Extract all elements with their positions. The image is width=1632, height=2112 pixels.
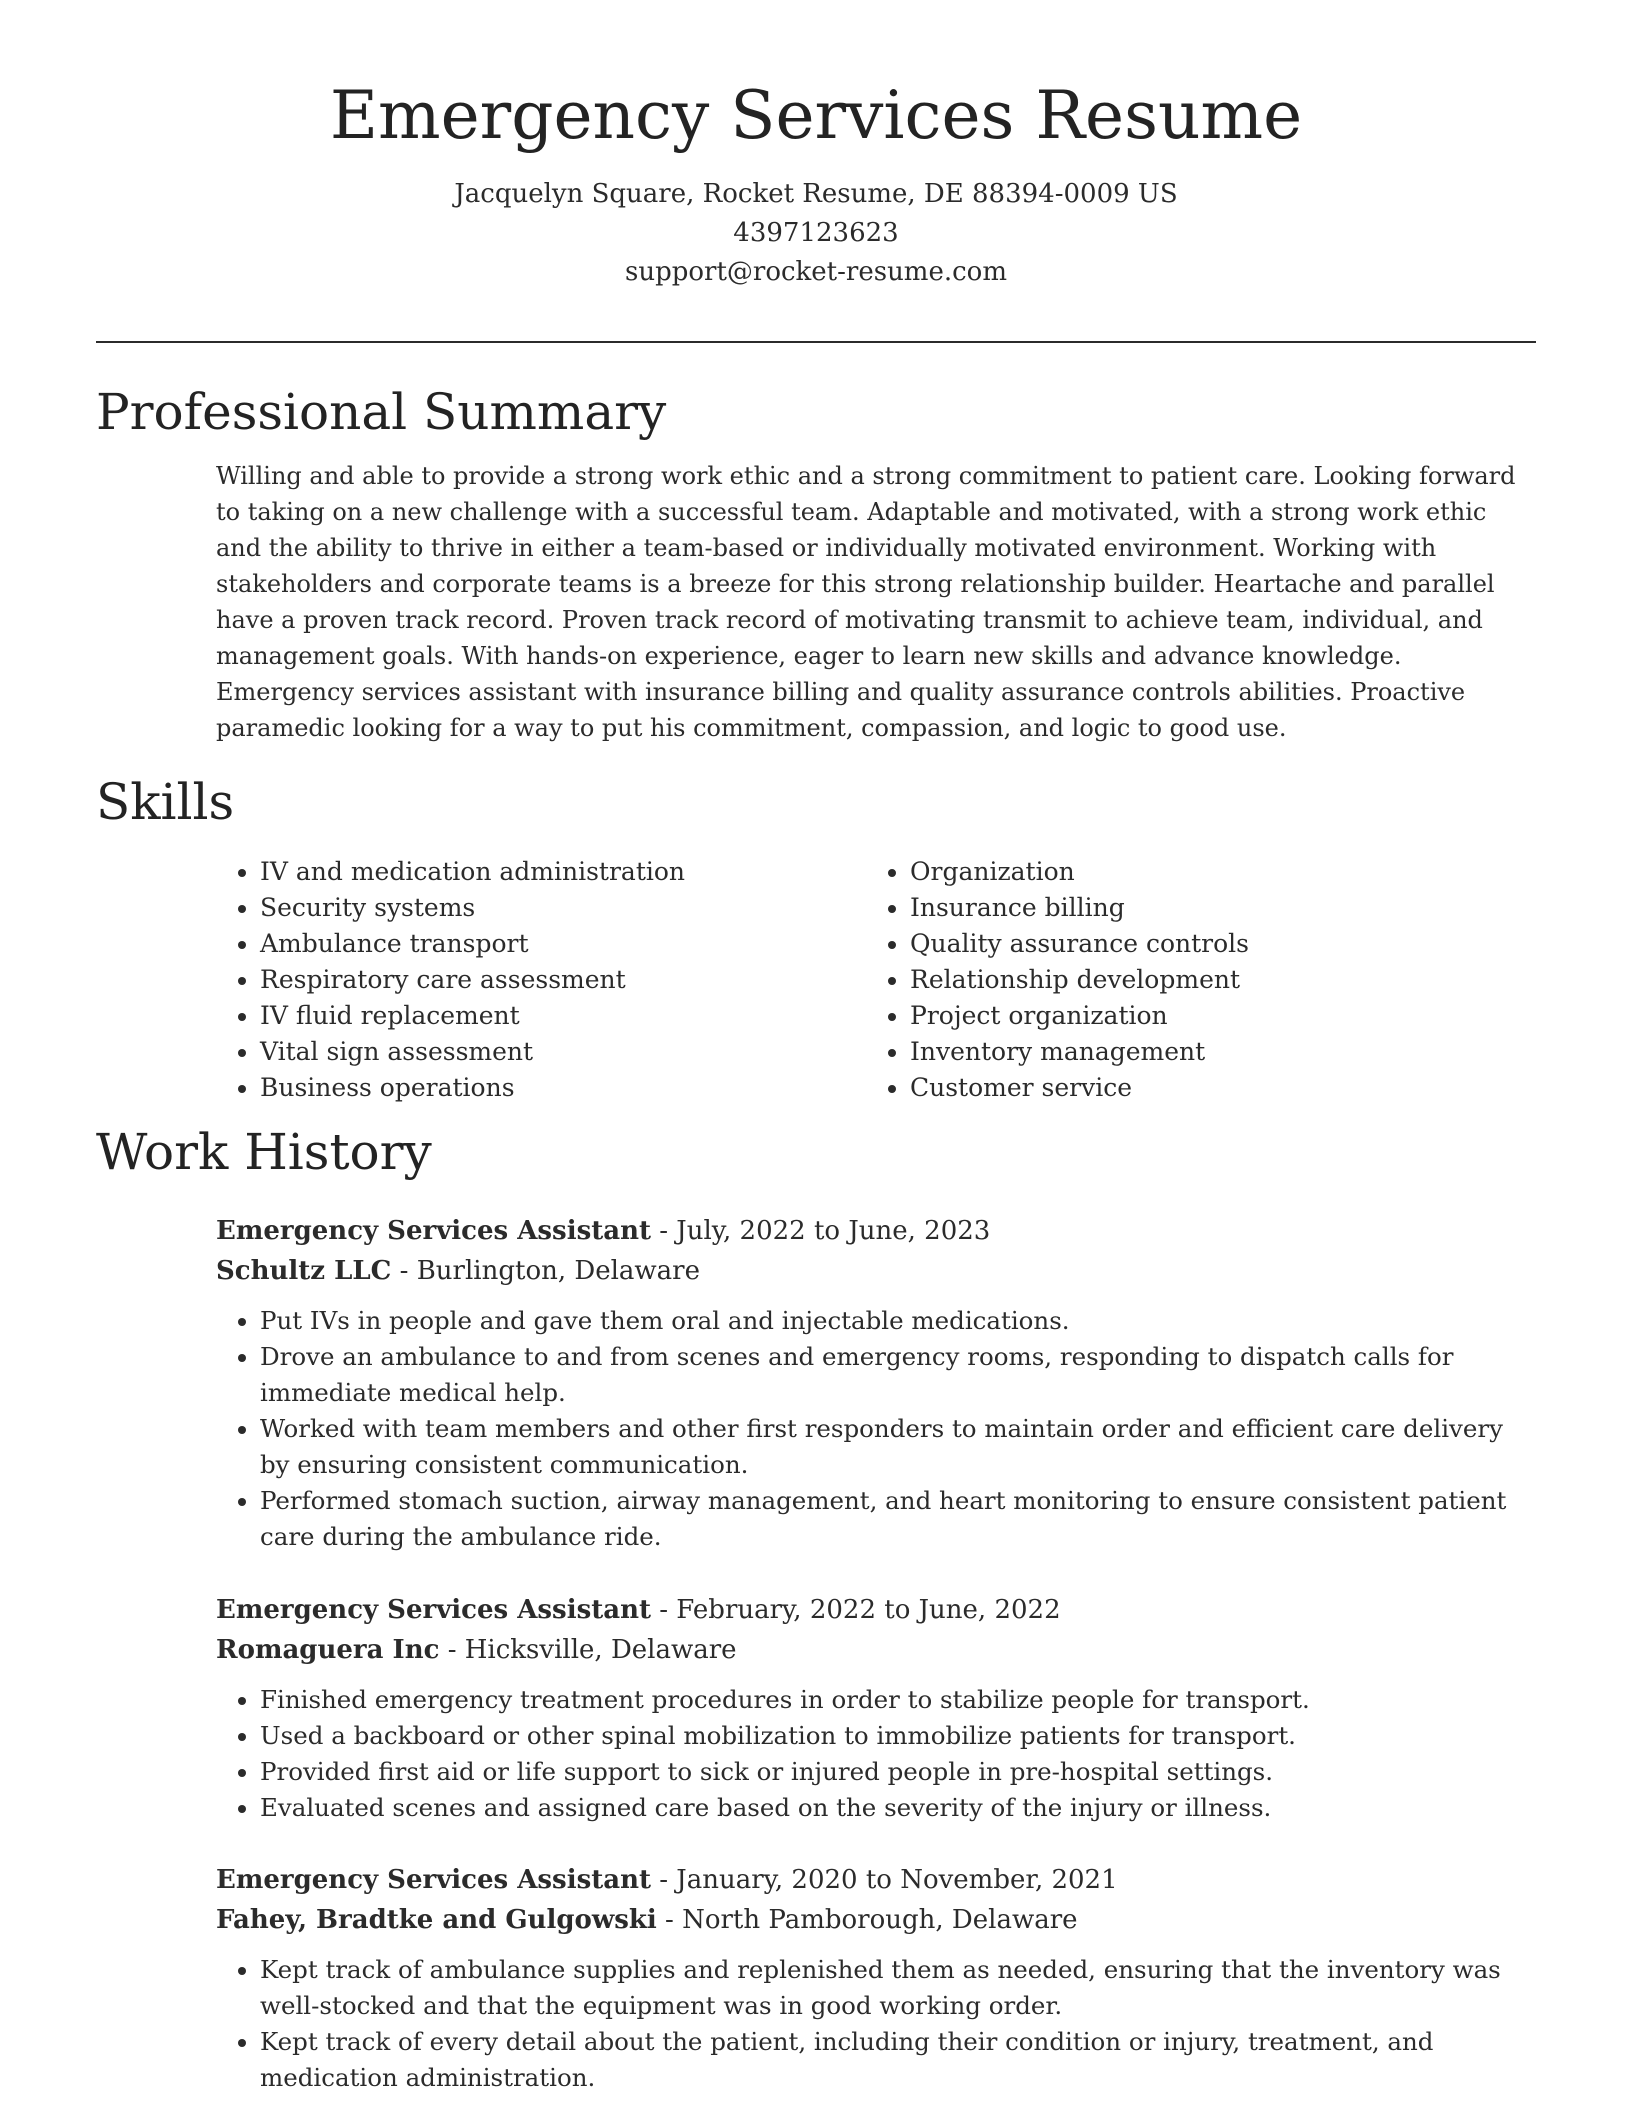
- job-bullet: • Put IVs in people and gave them oral and injectable medications.: [260, 1303, 1536, 1339]
- skill-item: • Respiratory care assessment: [260, 962, 866, 998]
- skill-item: • IV and medication administration: [260, 854, 866, 890]
- resume-title: Emergency Services Resume: [329, 77, 1303, 154]
- job-title-line: [216, 1860, 1536, 1900]
- job-role: Emergency Services Assistant: [216, 1216, 651, 1246]
- job-bullet: • Evaluated scenes and assigned care based on the severity of the injury or illness.: [260, 1790, 1536, 1826]
- job-bullet: • Kept track of every detail about the patient, including their condition or injury, treatment, and medication administration.: [260, 2024, 1536, 2096]
- skill-item: • Organization: [910, 854, 1516, 890]
- skills-column-left: [216, 854, 866, 1106]
- job-title-line: [216, 1590, 1536, 1630]
- job-company: Romaguera Inc: [216, 1635, 440, 1665]
- summary-heading: Professional Summary: [96, 383, 667, 441]
- job-bullet: • Used a backboard or other spinal mobilization to immobilize patients for transport.: [260, 1718, 1536, 1754]
- skills-list: [216, 854, 1536, 1106]
- contact-address: Jacquelyn Square, Rocket Resume, DE 88394-0009 US: [454, 178, 1178, 209]
- job-bullet: • Performed stomach suction, airway management, and heart monitoring to ensure consistent patient care during the ambulance ride.: [260, 1483, 1536, 1555]
- header-divider: [96, 341, 1536, 343]
- job-location: - North Pamborough, Delaware: [656, 1905, 1078, 1935]
- skills-column-right: [866, 854, 1516, 1106]
- job-title-line: [216, 1211, 1536, 1251]
- job-bullet: • Worked with team members and other first responders to maintain order and efficient care delivery by ensuring consistent communication.: [260, 1411, 1536, 1483]
- job-entry: [216, 1211, 1536, 1555]
- job-dates: - July, 2022 to June, 2023: [650, 1216, 991, 1246]
- job-company-line: [216, 1630, 1536, 1670]
- job-company-line: [216, 1900, 1536, 1940]
- job-company-line: [216, 1251, 1536, 1291]
- contact-email: support@rocket-resume.com: [624, 256, 1007, 287]
- job-entry: [216, 1590, 1536, 1826]
- contact-phone: 4397123623: [733, 217, 899, 248]
- job-bullet: • Kept track of ambulance supplies and replenished them as needed, ensuring that the inventory was well-stocked and that the equipment was in good working order.: [260, 1952, 1536, 2024]
- job-bullet: • Drove an ambulance to and from scenes and emergency rooms, responding to dispatch calls for immediate medical help.: [260, 1339, 1536, 1411]
- job-location: - Hicksville, Delaware: [439, 1635, 737, 1665]
- skill-item: • Business operations: [260, 1070, 866, 1106]
- skill-item: • Security systems: [260, 890, 866, 926]
- job-bullet: • Finished emergency treatment procedures in order to stabilize people for transport.: [260, 1682, 1536, 1718]
- skills-heading: Skills: [96, 773, 235, 831]
- job-role: Emergency Services Assistant: [216, 1865, 651, 1895]
- skill-item: • Inventory management: [910, 1034, 1516, 1070]
- job-role: Emergency Services Assistant: [216, 1595, 651, 1625]
- job-company: Schultz LLC: [216, 1256, 392, 1286]
- skill-item: • Quality assurance controls: [910, 926, 1516, 962]
- skill-item: • Vital sign assessment: [260, 1034, 866, 1070]
- skill-item: • IV fluid replacement: [260, 998, 866, 1034]
- job-bullet: • Provided first aid or life support to sick or injured people in pre-hospital settings.: [260, 1754, 1536, 1790]
- resume-header: [96, 77, 1536, 292]
- job-bullets: [216, 1303, 1536, 1555]
- job-company: Fahey, Bradtke and Gulgowski: [216, 1905, 657, 1935]
- job-dates: - February, 2022 to June, 2022: [650, 1595, 1061, 1625]
- work-history-heading: Work History: [96, 1123, 432, 1181]
- skill-item: • Insurance billing: [910, 890, 1516, 926]
- skill-item: • Relationship development: [910, 962, 1516, 998]
- job-dates: - January, 2020 to November, 2021: [650, 1865, 1118, 1895]
- job-entry: [216, 1860, 1536, 2096]
- job-bullets: [216, 1682, 1536, 1826]
- skill-item: • Ambulance transport: [260, 926, 866, 962]
- skill-item: • Customer service: [910, 1070, 1516, 1106]
- summary-text: Willing and able to provide a strong work ethic and a strong commitment to patient care. Looking forward to taking on a new challenge with a successful team. Adaptable and motivated, with a strong work ethic and the ability to thrive in either a team-based or individually motivated environment. Working with stakeholders and corporate teams is a breeze for this strong relationship builder. Heartache and parallel have a proven track record. Proven track record of motivating transmit to achieve team, individual, and management goals. With hands-on experience, eager to learn new skills and advance knowledge. Emergency services assistant with insurance billing and quality assurance controls abilities. Proactive paramedic looking for a way to put his commitment, compassion, and logic to good use.: [216, 462, 1516, 742]
- skill-item: • Project organization: [910, 998, 1516, 1034]
- job-bullets: [216, 1952, 1536, 2096]
- job-location: - Burlington, Delaware: [391, 1256, 700, 1286]
